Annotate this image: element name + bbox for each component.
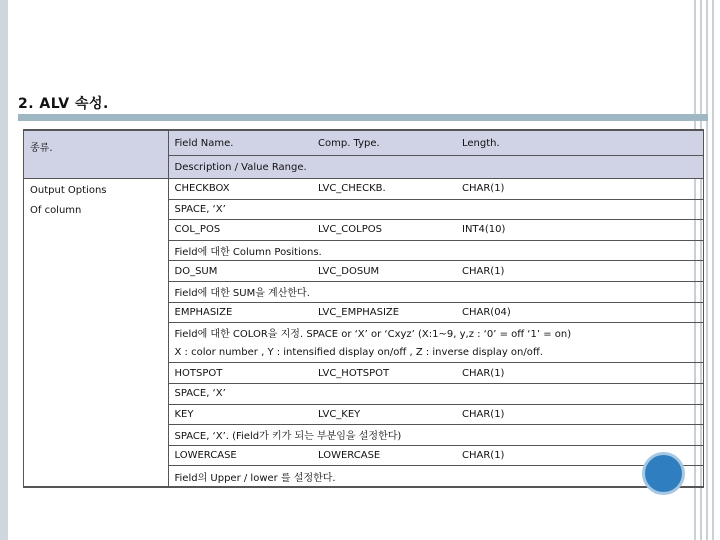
length-cell: CHAR(1)	[456, 445, 703, 466]
slide-left-frame	[0, 0, 8, 540]
table-header-row	[24, 131, 703, 156]
category-line: Of column	[30, 205, 82, 216]
length-cell: INT4(10)	[456, 220, 703, 241]
field-name-cell: KEY	[168, 404, 312, 425]
description-cell: Field에 대한 COLOR을 지정. SPACE or ‘X’ or ‘Cxyz’ (X:1~9, y,z : ‘0’ = off ‘1’ = on)	[168, 323, 703, 343]
field-name-cell: EMPHASIZE	[168, 302, 312, 323]
slide-title: 2. ALV 속성.	[18, 96, 109, 112]
length-cell: CHAR(04)	[456, 302, 703, 323]
description-cell: SPACE, ‘X’. (Field가 키가 되는 부분임을 설정한다)	[168, 425, 703, 446]
header-length: Length.	[456, 131, 703, 156]
description-cell: Field에 대한 SUM을 계산한다.	[168, 281, 703, 302]
description-cell: SPACE, ‘X’	[168, 199, 703, 220]
comp-type-cell: LOWERCASE	[312, 445, 456, 466]
description-cell: SPACE, ‘X’	[168, 383, 703, 404]
header-comp-type: Comp. Type.	[312, 131, 456, 156]
field-name-cell: COL_POS	[168, 220, 312, 241]
comp-type-cell: LVC_DOSUM	[312, 261, 456, 282]
header-field-name: Field Name.	[168, 131, 312, 156]
field-name-cell: CHECKBOX	[168, 179, 312, 200]
comp-type-cell: LVC_COLPOS	[312, 220, 456, 241]
field-name-cell: LOWERCASE	[168, 445, 312, 466]
table-row	[24, 179, 703, 200]
category-cell	[24, 179, 168, 487]
description-cell: X : color number , Y : intensified display on/off , Z : inverse display on/off.	[174, 347, 543, 359]
comp-type-cell: LVC_CHECKB.	[312, 179, 456, 200]
alv-attribute-table	[24, 130, 703, 487]
category-line: Output Options	[30, 185, 107, 196]
length-cell: CHAR(1)	[456, 261, 703, 282]
description-cell: Field의 Upper / lower 를 설정한다.	[168, 466, 703, 487]
title-divider	[18, 114, 708, 121]
field-name-cell: HOTSPOT	[168, 363, 312, 384]
comp-type-cell: LVC_KEY	[312, 404, 456, 425]
header-description: Description / Value Range.	[168, 156, 703, 179]
header-category: 종류.	[24, 131, 168, 179]
length-cell: CHAR(1)	[456, 404, 703, 425]
description-cell: Field에 대한 Column Positions.	[168, 240, 703, 261]
field-name-cell: DO_SUM	[168, 261, 312, 282]
length-cell: CHAR(1)	[456, 363, 703, 384]
comp-type-cell: LVC_EMPHASIZE	[312, 302, 456, 323]
decorative-circle	[642, 452, 685, 495]
comp-type-cell: LVC_HOTSPOT	[312, 363, 456, 384]
length-cell: CHAR(1)	[456, 179, 703, 200]
